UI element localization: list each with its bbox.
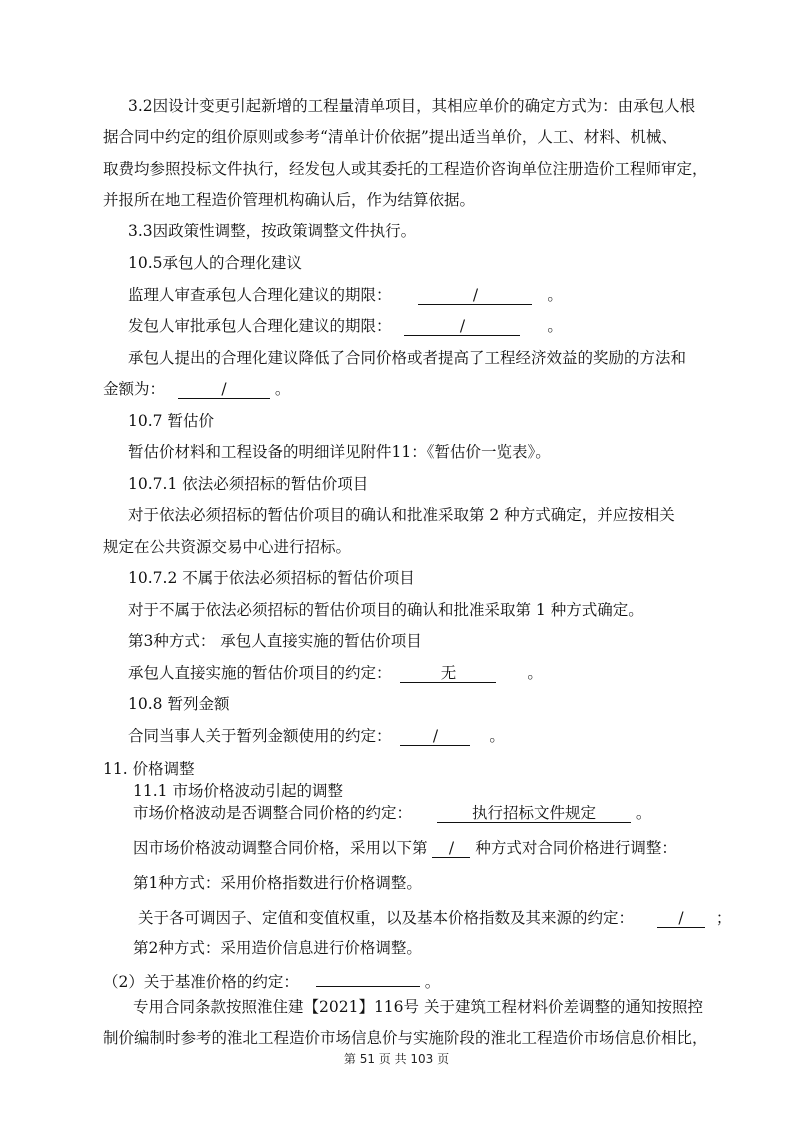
reward-line-2 — [103, 379, 290, 399]
base-price-line — [103, 972, 440, 992]
approve-period-label: 发包人审批承包人合理化建议的期限： — [128, 317, 392, 335]
heading-11-1: 11.1 市场价格波动引起的调整 — [133, 782, 343, 800]
heading-11: 11. 价格调整 — [103, 760, 195, 778]
semicolon-mark: ； — [715, 909, 732, 927]
special-clause-line-1: 专用合同条款按照淮住建【2021】116号 关于建筑工程材料价差调整的通知按照控 — [133, 998, 703, 1016]
method-3-heading: 第3种方式： 承包人直接实施的暂估价项目 — [128, 632, 422, 650]
paragraph-3-2-line-4: 并报所在地工程造价管理机构确认后，作为结算依据。 — [103, 191, 476, 209]
period-mark: 。 — [635, 804, 652, 822]
paragraph-3-3: 3.3因政策性调整，按政策调整文件执行。 — [128, 222, 417, 240]
reward-value: / — [178, 380, 270, 399]
base-price-label: （2）关于基准价格的约定： — [103, 973, 299, 991]
heading-10-7: 10.7 暂估价 — [128, 412, 214, 430]
adjustment-method-prefix: 因市场价格波动调整合同价格，采用以下第 — [133, 839, 428, 857]
paragraph-3-2-line-3: 取费均参照投标文件执行，经发包人或其委托的工程造价咨询单位注册造价工程师审定， — [103, 160, 708, 178]
provisional-sum-line — [128, 726, 505, 746]
heading-10-8: 10.8 暂列金额 — [128, 695, 230, 713]
heading-10-7-2: 10.7.2 不属于依法必须招标的暂估价项目 — [128, 569, 415, 587]
reward-label: 金额为： — [103, 380, 166, 398]
adjustable-factors-value: / — [657, 909, 705, 928]
page-number-footer: 第 51 页 共 103 页 — [343, 1052, 450, 1066]
market-fluctuation-label: 市场价格波动是否调整合同价格的约定： — [133, 804, 413, 822]
period-mark: 。 — [527, 664, 543, 682]
direct-implementation-value: 无 — [400, 664, 496, 683]
market-fluctuation-line — [133, 803, 651, 823]
paragraph-3-2-line-2: 据合同中约定的组价原则或参考“清单计价依据”提出适当单价，人工、材料、机械、 — [103, 128, 677, 146]
review-period-value: / — [418, 286, 532, 305]
reward-line-1: 承包人提出的合理化建议降低了合同价格或者提高了工程经济效益的奖励的方法和 — [128, 349, 687, 367]
adjustment-method-line — [133, 838, 677, 858]
direct-implementation-line — [128, 663, 543, 683]
paragraph-10-7: 暂估价材料和工程设备的明细详见附件11：《暂估价一览表》。 — [128, 443, 551, 461]
method-1-heading: 第1种方式：采用价格指数进行价格调整。 — [133, 874, 422, 892]
review-period-line — [128, 285, 563, 305]
market-fluctuation-value: 执行招标文件规定 — [437, 804, 631, 823]
paragraph-10-7-1-line-2: 规定在公共资源交易中心进行招标。 — [103, 538, 352, 556]
provisional-sum-value: / — [400, 727, 470, 746]
adjustable-factors-line — [138, 908, 731, 928]
paragraph-10-7-1-line-1: 对于依法必须招标的暂估价项目的确认和批准采取第 2 种方式确定，并应按相关 — [128, 506, 675, 524]
direct-implementation-label: 承包人直接实施的暂估价项目的约定： — [128, 664, 392, 682]
period-mark: 。 — [489, 727, 505, 745]
base-price-value — [316, 986, 420, 987]
special-clause-line-2: 制价编制时参考的淮北工程造价市场信息价与实施阶段的淮北工程造价市场信息价相比， — [103, 1029, 708, 1047]
paragraph-3-2-line-1: 3.2因设计变更引起新增的工程量清单项目，其相应单价的确定方式为：由承包人根 — [128, 97, 696, 115]
provisional-sum-label: 合同当事人关于暂列金额使用的约定： — [128, 727, 392, 745]
adjustment-method-suffix: 种方式对合同价格进行调整： — [475, 839, 677, 857]
review-period-label: 监理人审查承包人合理化建议的期限： — [128, 286, 392, 304]
period-mark: 。 — [547, 286, 563, 304]
period-mark: 。 — [274, 380, 291, 398]
period-mark: 。 — [424, 973, 441, 991]
method-2-heading: 第2种方式：采用造价信息进行价格调整。 — [133, 939, 422, 957]
adjustment-method-value: / — [432, 839, 470, 858]
adjustable-factors-label: 关于各可调因子、定值和变值权重，以及基本价格指数及其来源的约定： — [138, 909, 635, 927]
heading-10-5: 10.5承包人的合理化建议 — [128, 254, 303, 272]
period-mark: 。 — [547, 317, 563, 335]
heading-10-7-1: 10.7.1 依法必须招标的暂估价项目 — [128, 475, 369, 493]
approve-period-value: / — [404, 317, 520, 336]
paragraph-10-7-2: 对于不属于依法必须招标的暂估价项目的确认和批准采取第 1 种方式确定。 — [128, 601, 644, 619]
approve-period-line — [128, 316, 563, 336]
